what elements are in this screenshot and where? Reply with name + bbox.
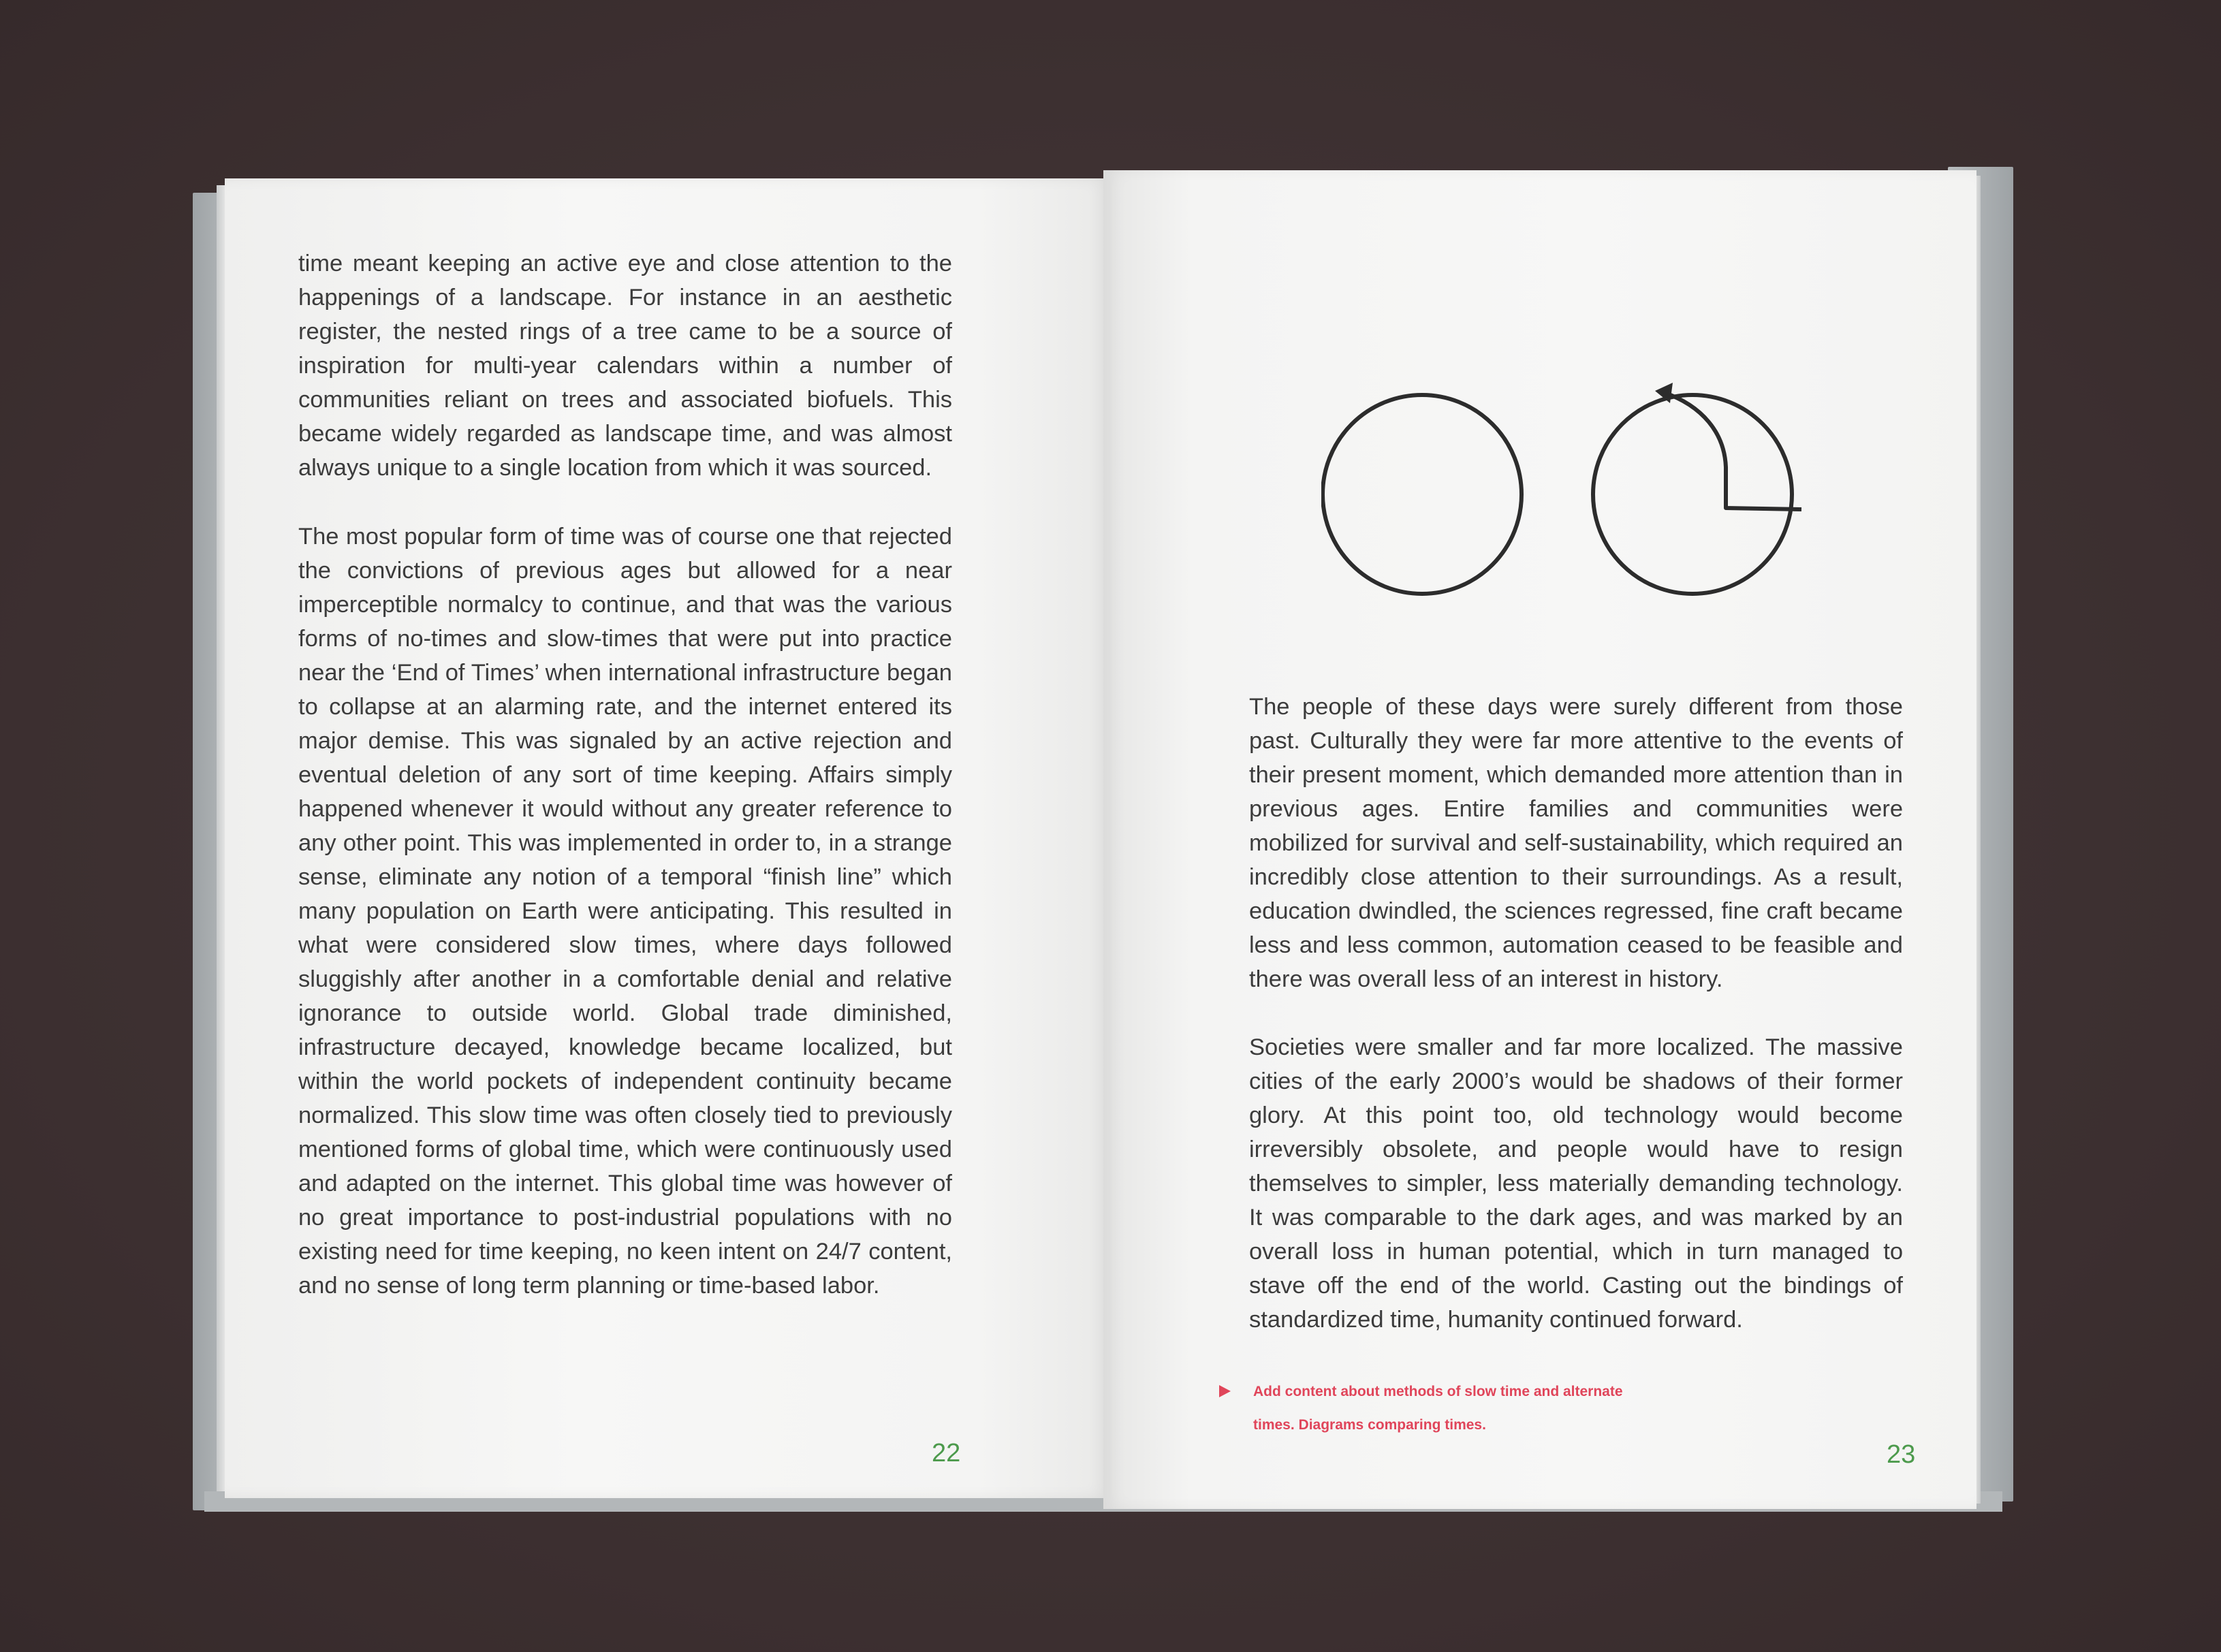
time-diagram — [1321, 379, 1839, 610]
left-paragraph-1: time meant keeping an active eye and close attention to the happenings of a landscape. For instance in an aesthetic register, the nested rings of a tree came to be a source of inspiration for multi-year calendars within a number of communities reliant on trees and associated biofuels. This became widely regarded as landscape time, and was almost always unique to a single location from which it was sourced. — [298, 251, 952, 481]
empty-circle-icon — [1323, 395, 1522, 594]
right-paragraph-1: The people of these days were surely different from those past. Culturally they were far more attentive to the events of their present moment, which demanded more attention than in previous ages. Entire families and communities were mobilized for survival and self-sustainability, which required an incredibly close attention to their surroundings. As a result, education dwindled, the sciences regressed, fine craft became less and less common, automation ceased to be feasible and there was overall less of an interest in history. — [1249, 694, 1903, 992]
left-paragraph-2: The most popular form of time was of course one that rejected the convictions of previous ages but allowed for a near imperceptible normalcy to continue, and that was the various forms of no-times and slow-times that were put into practice near the ‘End of Times’ when international infrastructure began to collapse at an alarming rate, and the internet entered its major demise. This was signaled by an active rejection and eventual deletion of any sort of time keeping. Affairs simply happened whenever it would without any greater reference to any other point. This was implemented in order to, in a strange sense, eliminate any notion of a temporal “finish line” which many population on Earth were anticipating. This resulted in what were considered slow times, where days followed sluggishly after another in a comfortable denial and relative ignorance to outside world. Global trade diminished, infrastructure decayed, knowledge became localized, but within the world pockets of independent continuity became normalized. This slow time was often closely tied to previously mentioned forms of global time, which were continuously used and adapted on the internet. This global time was however of no great importance to post-industrial populations with no existing need for time keeping, no keen intent on 24/7 content, and no sense of long term planning or time-based labor. — [298, 524, 952, 1299]
right-paragraph-2: Societies were smaller and far more localized. The massive cities of the early 2000’s would be shadows of their former glory. At this point too, old technology would become irreversibly obsolete, and people would have to resign themselves to simpler, less materially demanding technology. It was comparable to the dark ages, and was marked by an overall loss in human potential, which in turn managed to stave off the end of the world. Casting out the bindings of standardized time, humanity continued forward. — [1249, 1034, 1903, 1333]
page-number-left: 22 — [932, 1439, 961, 1467]
editor-note-line-2: times. Diagrams comparing times. — [1253, 1417, 1486, 1433]
clock-circle-icon — [1593, 395, 1792, 594]
note-triangle-icon — [1219, 1385, 1231, 1397]
page-number-right: 23 — [1887, 1440, 1916, 1469]
editor-note-line-1: Add content about methods of slow time and alternate — [1253, 1384, 1623, 1399]
